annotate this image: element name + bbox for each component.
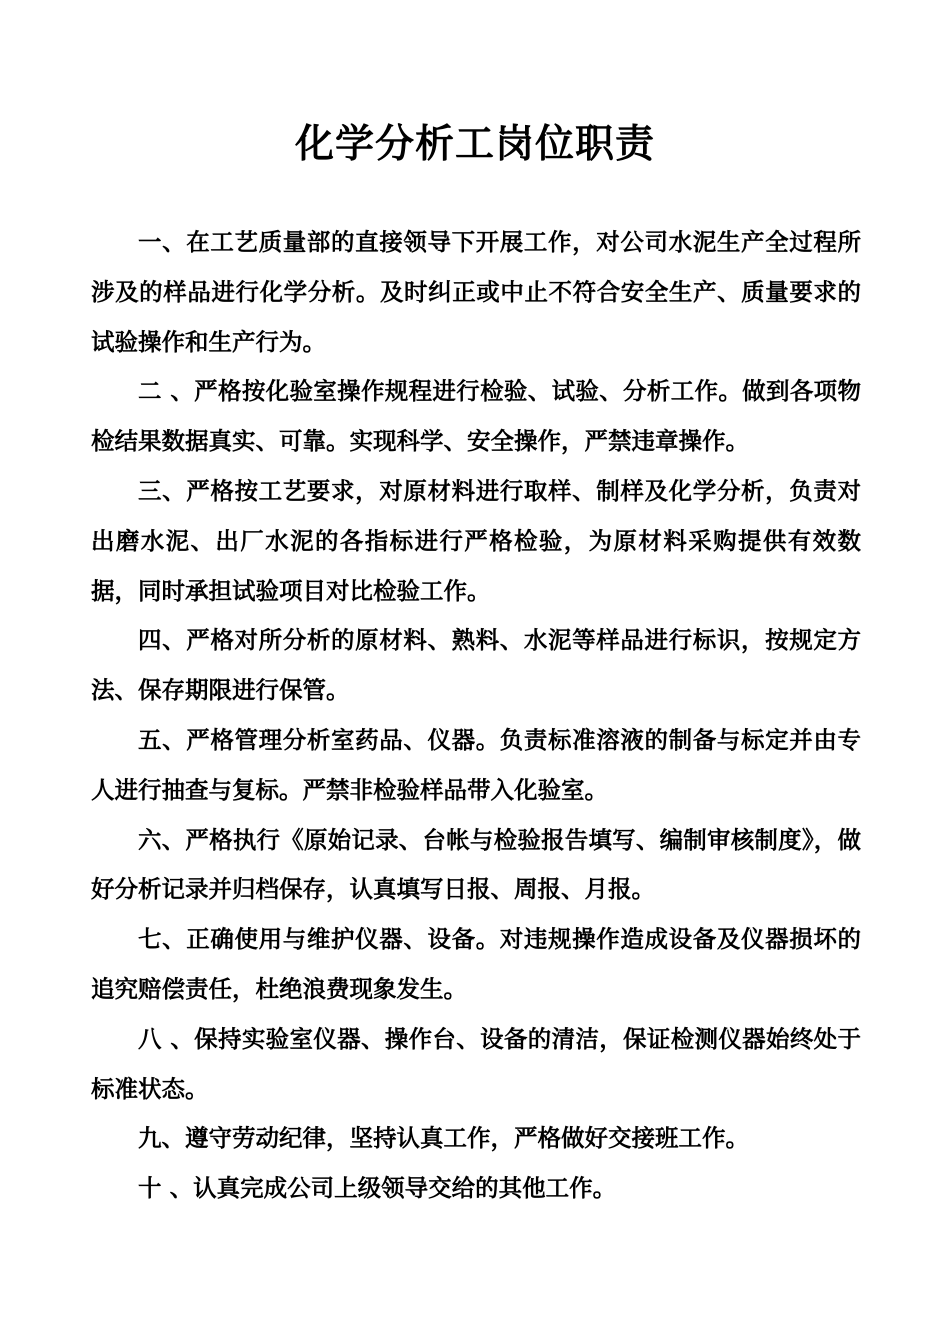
document-title: 化学分析工岗位职责 xyxy=(294,121,655,167)
duty-paragraph-10: 十 、认真完成公司上级领导交给的其他工作。 xyxy=(138,1174,617,1203)
duty-paragraph-2: 二 、严格按化验室操作规程进行检验、试验、分析工作。做到各项物检结果数据真实、可靠。实现科学、安全操作，严禁违章操作。 xyxy=(91,377,861,456)
document-body xyxy=(91,218,861,1214)
duty-paragraph-6: 六、严格执行《原始记录、台帐与检验报告填写、编制审核制度》，做好分析记录并归档保存，认真填写日报、周报、月报。 xyxy=(91,825,861,904)
duty-paragraph-4: 四、严格对所分析的原材料、熟料、水泥等样品进行标识，按规定方法、保存期限进行保管。 xyxy=(91,626,861,705)
duty-paragraph-8: 八 、保持实验室仪器、操作台、设备的清洁，保证检测仪器始终处于标准状态。 xyxy=(91,1024,861,1103)
duty-paragraph-5: 五、严格管理分析室药品、仪器。负责标准溶液的制备与标定并由专人进行抽查与复标。严禁非检验样品带入化验室。 xyxy=(91,725,861,804)
duty-paragraph-7: 七、正确使用与维护仪器、设备。对违规操作造成设备及仪器损坏的追究赔偿责任，杜绝浪费现象发生。 xyxy=(91,925,861,1003)
duty-paragraph-9: 九、遵守劳动纪律，坚持认真工作，严格做好交接班工作。 xyxy=(138,1124,749,1153)
duty-paragraph-1: 一、在工艺质量部的直接领导下开展工作，对公司水泥生产全过程所涉及的样品进行化学分析。及时纠正或中止不符合安全生产、质量要求的试验操作和生产行为。 xyxy=(91,228,861,356)
duty-paragraph-3: 三、严格按工艺要求，对原材料进行取样、制样及化学分析，负责对出磨水泥、出厂水泥的各指标进行严格检验，为原材料采购提供有效数据，同时承担试验项目对比检验工作。 xyxy=(91,476,861,605)
